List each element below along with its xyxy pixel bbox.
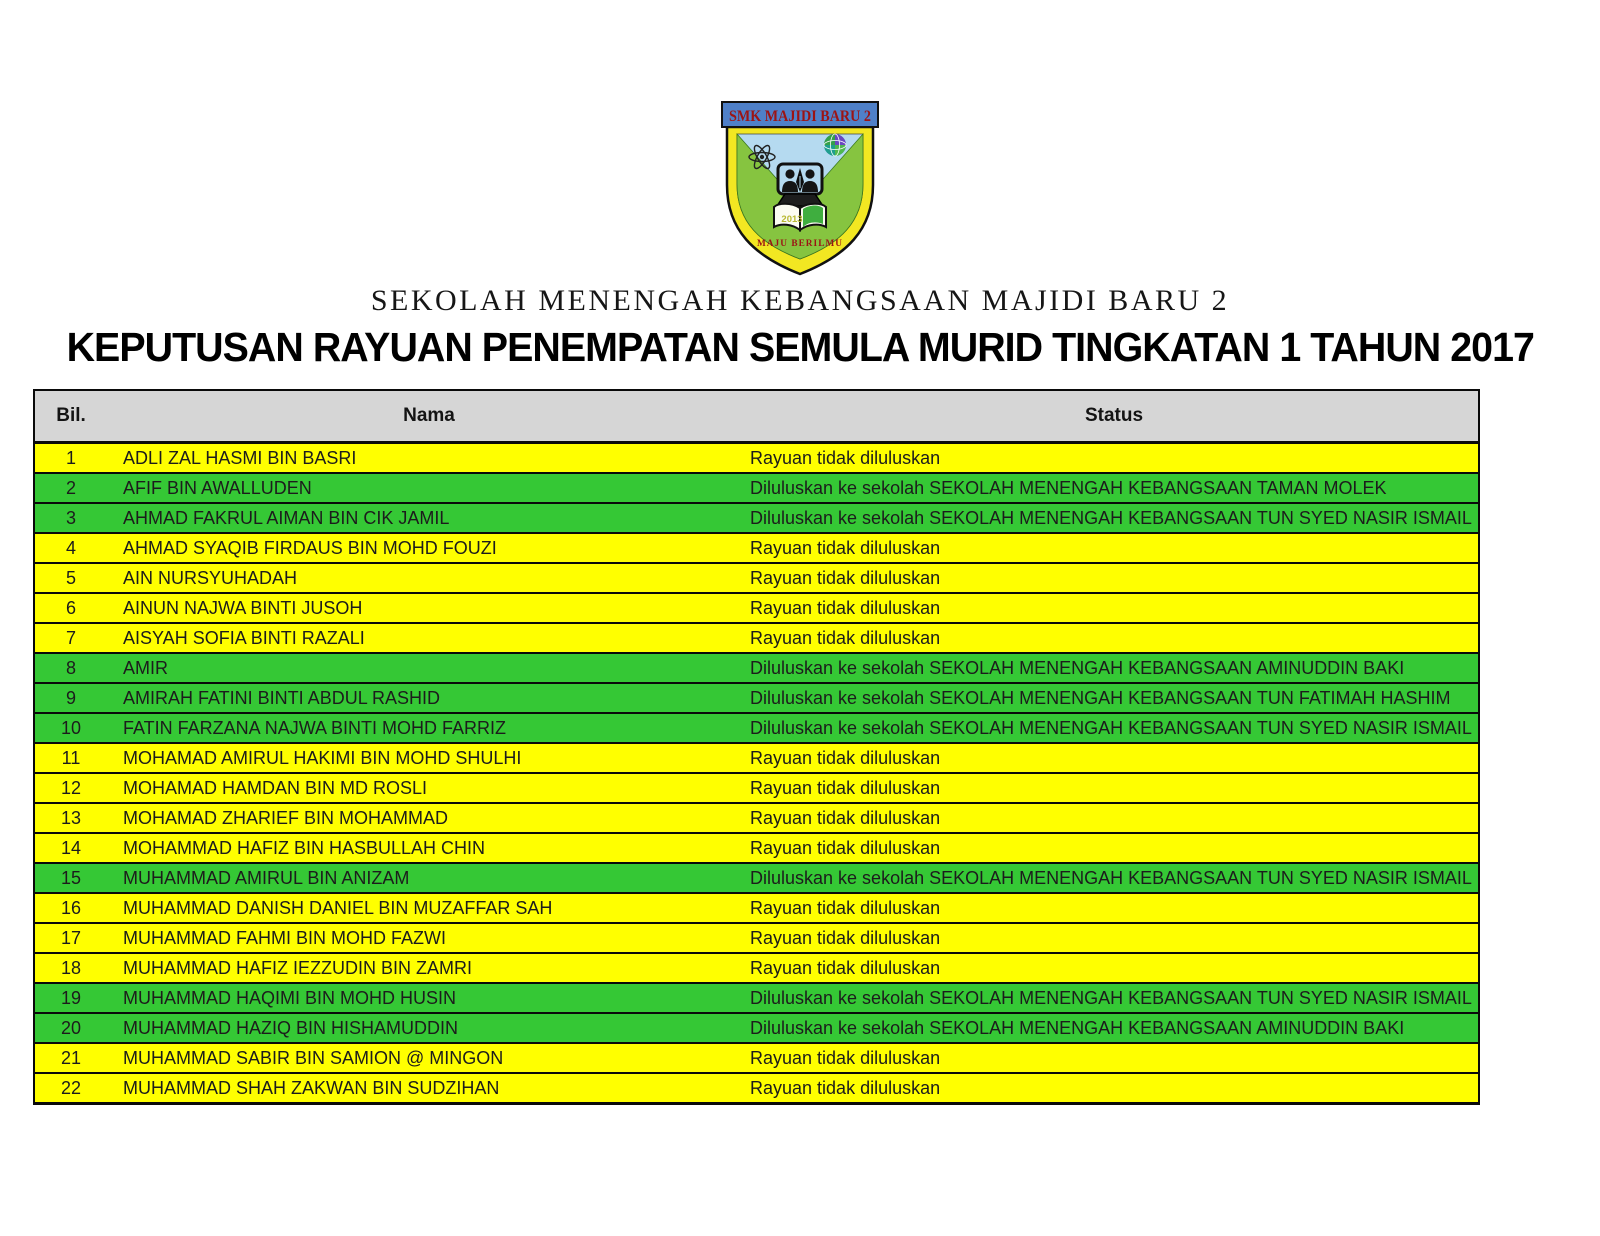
student-name: AMIR [123, 657, 168, 678]
table-row [35, 834, 1478, 864]
table-row [35, 474, 1478, 504]
appeal-status: Rayuan tidak diluluskan [750, 1077, 941, 1098]
table-body [35, 444, 1478, 1102]
row-number: 8 [65, 657, 76, 678]
table-row [35, 624, 1478, 654]
table-header-row [35, 391, 1478, 444]
appeal-status: Rayuan tidak diluluskan [750, 837, 941, 858]
student-name: AINUN NAJWA BINTI JUSOH [123, 597, 363, 618]
student-name: MUHAMMAD DANISH DANIEL BIN MUZAFFAR SAH [123, 897, 553, 918]
table-row [35, 804, 1478, 834]
student-name: MOHAMMAD HAFIZ BIN HASBULLAH CHIN [123, 837, 486, 858]
appeal-status: Diluluskan ke sekolah SEKOLAH MENENGAH KEBANGSAAN TUN SYED NASIR ISMAIL [750, 717, 1472, 738]
appeal-status: Rayuan tidak diluluskan [750, 447, 941, 468]
col-header-status: Status [1084, 405, 1144, 426]
school-name: SEKOLAH MENENGAH KEBANGSAAN MAJIDI BARU 2 [370, 284, 1230, 317]
table-row [35, 924, 1478, 954]
row-number: 6 [65, 597, 76, 618]
col-header-bil: Bil. [56, 405, 86, 426]
title-container [0, 324, 1600, 371]
row-number: 21 [60, 1047, 82, 1068]
table-row [35, 894, 1478, 924]
student-name: MUHAMMAD FAHMI BIN MOHD FAZWI [123, 927, 446, 948]
appeal-status: Diluluskan ke sekolah SEKOLAH MENENGAH KEBANGSAAN TUN SYED NASIR ISMAIL [750, 507, 1472, 528]
student-name: MOHAMAD ZHARIEF BIN MOHAMMAD [123, 807, 449, 828]
logo-banner-text: SMK MAJIDI BARU 2 [729, 108, 871, 125]
table-row [35, 774, 1478, 804]
appeal-status: Diluluskan ke sekolah SEKOLAH MENENGAH KEBANGSAAN TUN SYED NASIR ISMAIL [750, 867, 1472, 888]
row-number: 12 [60, 777, 82, 798]
row-number: 15 [60, 867, 82, 888]
appeal-status: Rayuan tidak diluluskan [750, 777, 941, 798]
school-crest-logo [719, 100, 881, 276]
student-name: AFIF BIN AWALLUDEN [123, 477, 312, 498]
table-row [35, 714, 1478, 744]
page-title: KEPUTUSAN RAYUAN PENEMPATAN SEMULA MURID TINGKATAN 1 TAHUN 2017 [66, 324, 1534, 370]
appeal-status: Rayuan tidak diluluskan [750, 567, 941, 588]
row-number: 13 [60, 807, 82, 828]
student-name: ADLI ZAL HASMI BIN BASRI [123, 447, 357, 468]
table-row [35, 594, 1478, 624]
student-name: MUHAMMAD HAFIZ IEZZUDIN BIN ZAMRI [123, 957, 472, 978]
appeal-status: Rayuan tidak diluluskan [750, 597, 941, 618]
appeal-status: Rayuan tidak diluluskan [750, 627, 941, 648]
appeal-status: Rayuan tidak diluluskan [750, 897, 941, 918]
row-number: 16 [60, 897, 82, 918]
table-row [35, 564, 1478, 594]
student-name: AIN NURSYUHADAH [123, 567, 298, 588]
appeal-status: Diluluskan ke sekolah SEKOLAH MENENGAH KEBANGSAAN TUN FATIMAH HASHIM [750, 687, 1451, 708]
row-number: 20 [60, 1017, 82, 1038]
student-name: MOHAMAD HAMDAN BIN MD ROSLI [123, 777, 428, 798]
appeal-status: Diluluskan ke sekolah SEKOLAH MENENGAH KEBANGSAAN TUN SYED NASIR ISMAIL [750, 987, 1472, 1008]
table-row [35, 1074, 1478, 1102]
col-header-nama: Nama [403, 405, 455, 426]
student-name: MUHAMMAD HAQIMI BIN MOHD HUSIN [123, 987, 456, 1008]
table-row [35, 954, 1478, 984]
row-number: 4 [65, 537, 76, 558]
appeal-status: Rayuan tidak diluluskan [750, 927, 941, 948]
row-number: 22 [60, 1077, 82, 1098]
row-number: 5 [65, 567, 76, 588]
table-row [35, 684, 1478, 714]
table-row [35, 504, 1478, 534]
appeal-status: Rayuan tidak diluluskan [750, 957, 941, 978]
student-name: MUHAMMAD HAZIQ BIN HISHAMUDDIN [123, 1017, 459, 1038]
table-row [35, 534, 1478, 564]
table-row [35, 1044, 1478, 1074]
table-row [35, 984, 1478, 1014]
student-name: AMIRAH FATINI BINTI ABDUL RASHID [123, 687, 441, 708]
student-name: FATIN FARZANA NAJWA BINTI MOHD FARRIZ [123, 717, 507, 738]
table-row [35, 444, 1478, 474]
appeal-status: Rayuan tidak diluluskan [750, 807, 941, 828]
student-name: AHMAD SYAQIB FIRDAUS BIN MOHD FOUZI [123, 537, 497, 558]
student-name: AISYAH SOFIA BINTI RAZALI [123, 627, 365, 648]
appeal-status: Rayuan tidak diluluskan [750, 537, 941, 558]
row-number: 18 [60, 957, 82, 978]
student-name: MUHAMMAD SABIR BIN SAMION @ MINGON [123, 1047, 504, 1068]
results-table [33, 389, 1480, 1105]
logo-motto-text: MAJU BERILMU [757, 238, 843, 248]
appeal-status: Rayuan tidak diluluskan [750, 747, 941, 768]
row-number: 11 [61, 747, 81, 768]
student-name: AHMAD FAKRUL AIMAN BIN CIK JAMIL [123, 507, 450, 528]
student-name: MOHAMAD AMIRUL HAKIMI BIN MOHD SHULHI [123, 747, 522, 768]
row-number: 17 [60, 927, 82, 948]
row-number: 1 [65, 447, 76, 468]
row-number: 7 [65, 627, 76, 648]
table-row [35, 864, 1478, 894]
row-number: 3 [65, 507, 76, 528]
appeal-status: Rayuan tidak diluluskan [750, 1047, 941, 1068]
table-row [35, 1014, 1478, 1044]
row-number: 19 [60, 987, 82, 1008]
row-number: 9 [65, 687, 76, 708]
logo-container [0, 0, 1600, 276]
globe-icon [824, 134, 846, 156]
student-name: MUHAMMAD SHAH ZAKWAN BIN SUDZIHAN [123, 1077, 500, 1098]
student-name: MUHAMMAD AMIRUL BIN ANIZAM [123, 867, 410, 888]
appeal-status: Diluluskan ke sekolah SEKOLAH MENENGAH KEBANGSAAN AMINUDDIN BAKI [750, 1017, 1405, 1038]
row-number: 10 [60, 717, 82, 738]
table-row [35, 654, 1478, 684]
table-row [35, 744, 1478, 774]
appeal-status: Diluluskan ke sekolah SEKOLAH MENENGAH KEBANGSAAN AMINUDDIN BAKI [750, 657, 1405, 678]
monitor-icon [777, 164, 823, 206]
logo-year-text: 2013 [781, 214, 803, 225]
row-number: 14 [60, 837, 82, 858]
row-number: 2 [65, 477, 76, 498]
appeal-status: Diluluskan ke sekolah SEKOLAH MENENGAH KEBANGSAAN TAMAN MOLEK [750, 477, 1387, 498]
